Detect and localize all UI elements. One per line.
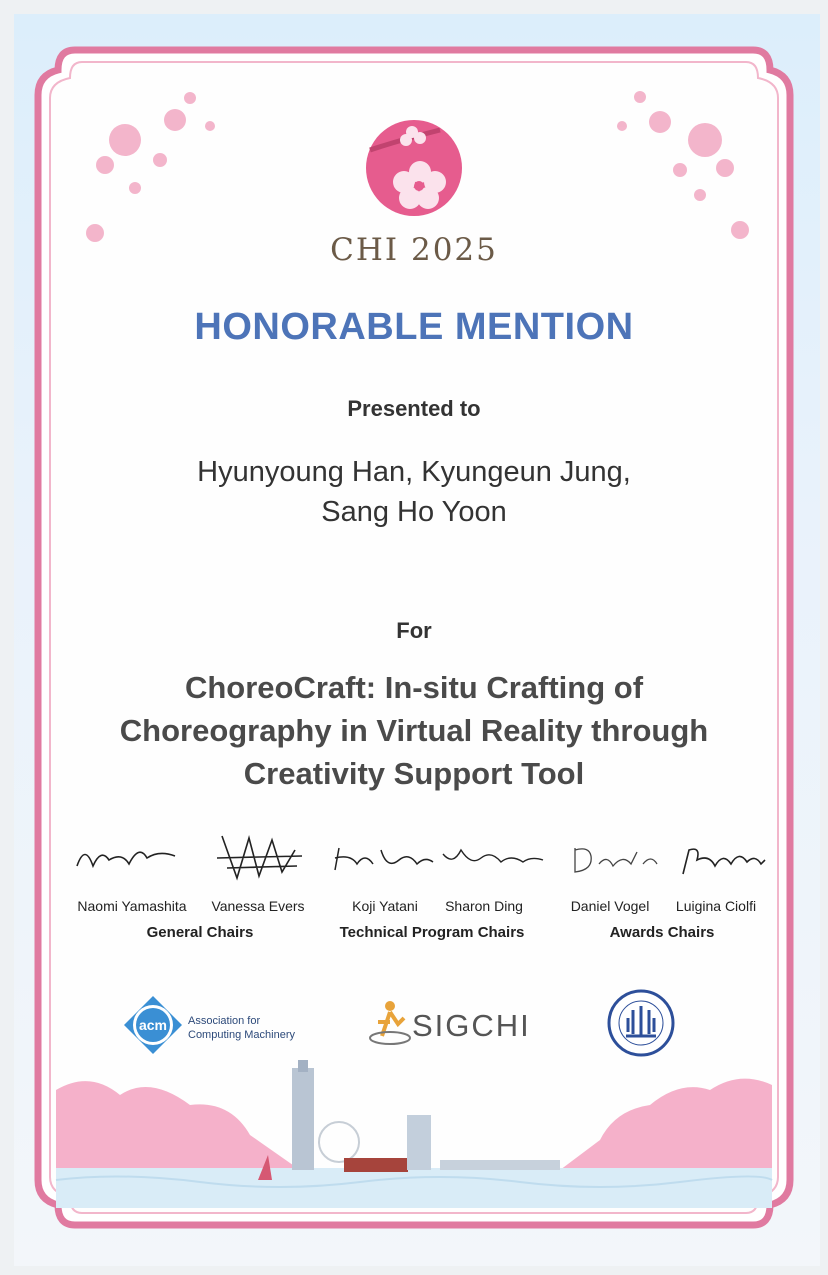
- paper-title-line: Choreography in Virtual Reality through: [119, 713, 709, 748]
- signatory-role: Technical Program Chairs: [339, 924, 525, 941]
- signatory-name: Vanessa Evers: [211, 898, 305, 914]
- signature: [656, 840, 786, 880]
- presented-to-label: Presented to: [347, 396, 481, 421]
- conference-name: CHI 2025: [330, 232, 498, 268]
- signatory-name: Sharon Ding: [445, 898, 523, 914]
- sigchi-logo: [368, 998, 412, 1048]
- signatory-name: Koji Yatani: [352, 898, 418, 914]
- acm-name-line: Computing Machinery: [188, 1029, 295, 1041]
- acm-badge-text: acm: [138, 1017, 168, 1033]
- for-label: For: [396, 618, 432, 643]
- signatory-name: Luigina Ciolfi: [675, 898, 757, 914]
- signatory-name: Daniel Vogel: [570, 898, 650, 914]
- signature: [192, 828, 322, 888]
- sigchi-wordmark: SIGCHI: [412, 1008, 531, 1043]
- paper-title-line: Creativity Support Tool: [243, 756, 585, 791]
- signature: [62, 838, 192, 878]
- paper-title-line: ChoreoCraft: In-situ Crafting of: [184, 670, 644, 705]
- recipients-line: Sang Ho Yoon: [321, 496, 507, 528]
- recipients: [170, 452, 658, 532]
- acm-logo: [122, 994, 184, 1056]
- award-title: HONORABLE MENTION: [194, 306, 634, 348]
- paper-title: [90, 666, 738, 795]
- signature: [426, 840, 556, 876]
- signatory-role: General Chairs: [146, 924, 254, 941]
- acm-name: [188, 1014, 295, 1042]
- signatory-role: Awards Chairs: [609, 924, 715, 941]
- acm-name-line: Association for: [188, 1015, 261, 1027]
- recipients-line: Hyunyoung Han, Kyungeun Jung,: [197, 456, 631, 488]
- cherry-blossom-logo: [366, 120, 462, 216]
- science-council-logo: [606, 988, 676, 1058]
- signatory-name: Naomi Yamashita: [77, 898, 187, 914]
